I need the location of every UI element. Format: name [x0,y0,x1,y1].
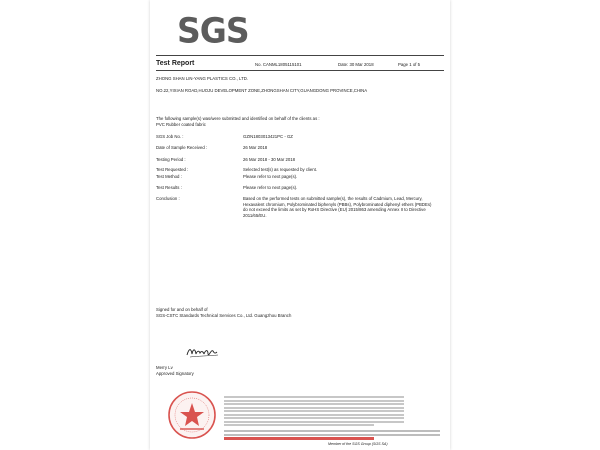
report-page [150,0,450,450]
footer-contact-bar [224,437,374,440]
sample-intro: The following sample(s) was/were submitted and identified on behalf of the clients as : [156,116,320,121]
title-rule [156,70,444,71]
field-label: Testing Period : [156,157,186,162]
signed-for-line: Signed for and on behalf of [156,307,208,312]
signatory-role: Approved Signatory [156,371,194,376]
report-date: Date: 30 Mar 2018 [338,62,374,67]
conclusion-label: Conclusion : [156,196,180,201]
sgs-group-member: Member of the SGS Group (SGS SA) [328,442,388,446]
company-line: SGS-CSTC Standards Technical Services Co., Ltd. Guangzhou Branch [156,313,292,318]
company-seal-stamp [166,389,218,441]
field-value: Selected test(s) as requested by client. [243,167,318,172]
sgs-logo: SGS [177,10,249,51]
header-rule [156,55,444,56]
page-number: Page 1 of 5 [398,62,420,67]
field-value: GZIN1803013421PC - GZ [243,134,293,139]
client-name: ZHONG SHAN LIN-YANG PLASTICS CO., LTD. [156,76,248,81]
conclusion-text: Based on the performed tests on submitted sample(s), the results of Cadmium, Lead, Mercury, Hexavalent chromium, Polybrominated biphenyls (PBBs), Polybrominated diphenyl ethers (PBDEs) do not exceed the limits as set by RoHS Directive (EU) 2015/863 amending Annex II to Directive 2011/65/EU. [243,196,432,219]
client-address: NO.22,YIXIAN ROAD,HUOJU DEVELOPMENT ZONE,ZHONGSHAN CITY,GUANGDONG PROVINCE,CHINA [156,88,368,93]
field-label: Test Method : [156,174,182,179]
signatory-name: Merry Lv [156,365,173,370]
handwritten-signature [186,345,220,359]
field-value: 26 Mar 2018 - 30 Mar 2018 [243,157,296,162]
field-label: SGS Job No. : [156,134,184,139]
field-label: Test Results : [156,185,182,190]
field-label: Date of Sample Received : [156,145,208,150]
sample-description: PVC Rubber coated fabric [156,122,206,127]
field-value: Please refer to next page(s). [243,174,298,179]
report-title: Test Report [156,60,195,67]
field-value: Please refer to next page(s). [243,185,298,190]
field-label: Test Requested : [156,167,189,172]
report-number: No. CANML1805115101 [255,62,302,67]
field-value: 26 Mar 2018 [243,145,268,150]
